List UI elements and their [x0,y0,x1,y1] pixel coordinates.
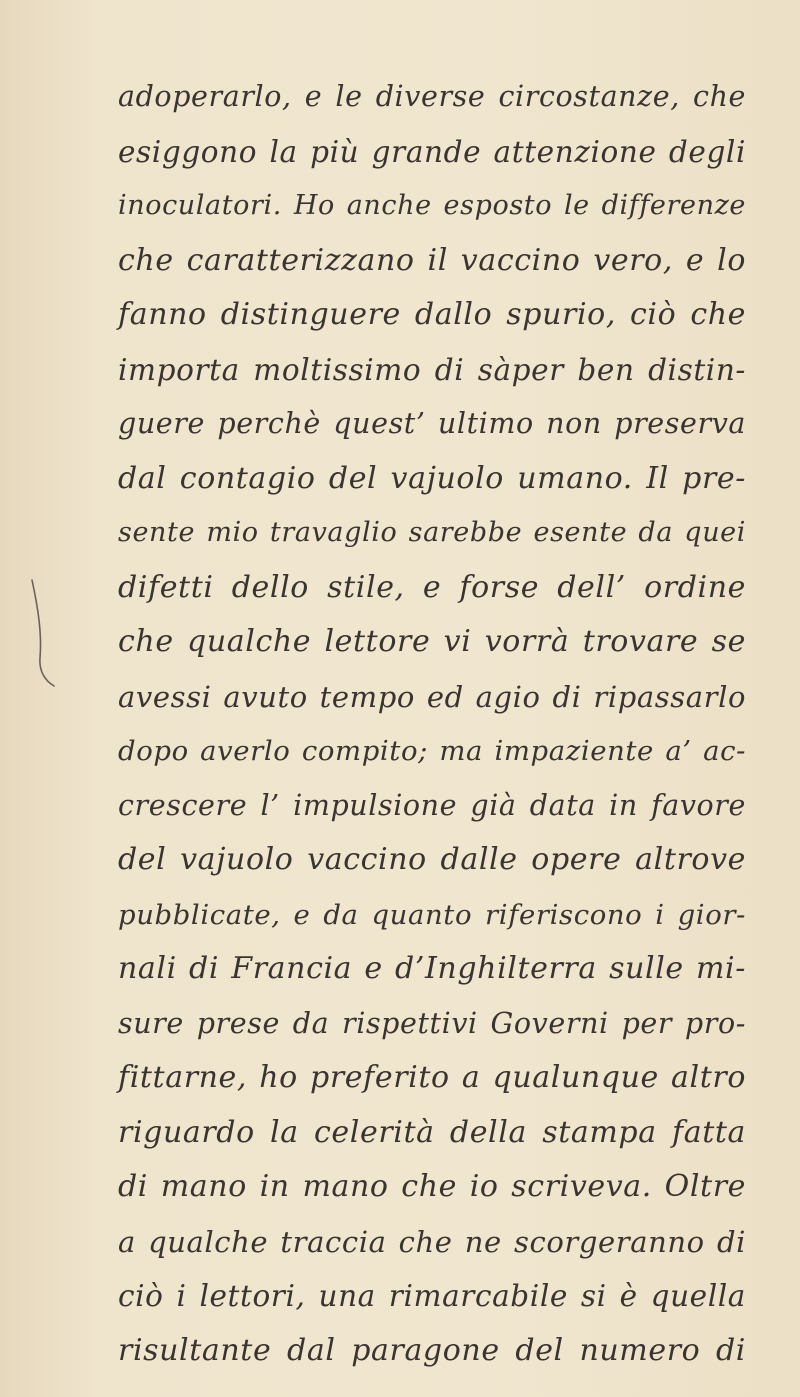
text-line: del vajuolo vaccino dalle opere altrove [118,842,746,877]
text-line: che qualche lettore vi vorrà trovare se [118,624,746,659]
text-line: sure prese da rispettivi Governi per pro- [118,1006,746,1040]
text-line: nali di Francia e d’Inghilterra sulle mi- [118,951,746,986]
text-line: fanno distinguere dallo spurio, ciò che [118,297,746,332]
text-line: ciò i lettori, una rimarcabile si è quella [118,1279,746,1313]
text-line: dopo averlo compito; ma impaziente a’ ac- [118,735,746,767]
text-line: risultante dal paragone del numero di [118,1332,746,1368]
text-line: di mano in mano che io scriveva. Oltre [118,1169,746,1204]
margin-pencil-mark [28,578,58,688]
page-text [118,70,746,1378]
text-line: dal contagio del vajuolo umano. Il pre- [118,460,746,496]
text-line: a qualche traccia che ne scorgeranno di [118,1224,746,1259]
text-line: fittarne, ho preferito a qualunque altro [118,1060,746,1095]
text-line: importa moltissimo di sàper ben distin- [118,352,746,387]
text-line: difetti dello stile, e forse dell’ ordine [118,569,746,605]
text-line: guere perchè quest’ ultimo non preserva [118,407,746,440]
text-line: inoculatori. Ho anche esposto le differenze [118,190,746,221]
text-line: crescere l’ impulsione già data in favore [118,788,746,822]
text-line: esiggono la più grande attenzione degli [118,134,746,169]
text-line: sente mio travaglio sarebbe esente da quei [118,517,746,548]
text-line: che caratterizzano il vaccino vero, e lo [118,242,746,278]
text-line: riguardo la celerità della stampa fatta [118,1114,746,1150]
text-line: adoperarlo, e le diverse circostanze, che [118,80,746,113]
text-line: avessi avuto tempo ed agio di ripassarlo [118,679,746,714]
text-line: pubblicate, e da quanto riferiscono i gior- [118,898,746,931]
